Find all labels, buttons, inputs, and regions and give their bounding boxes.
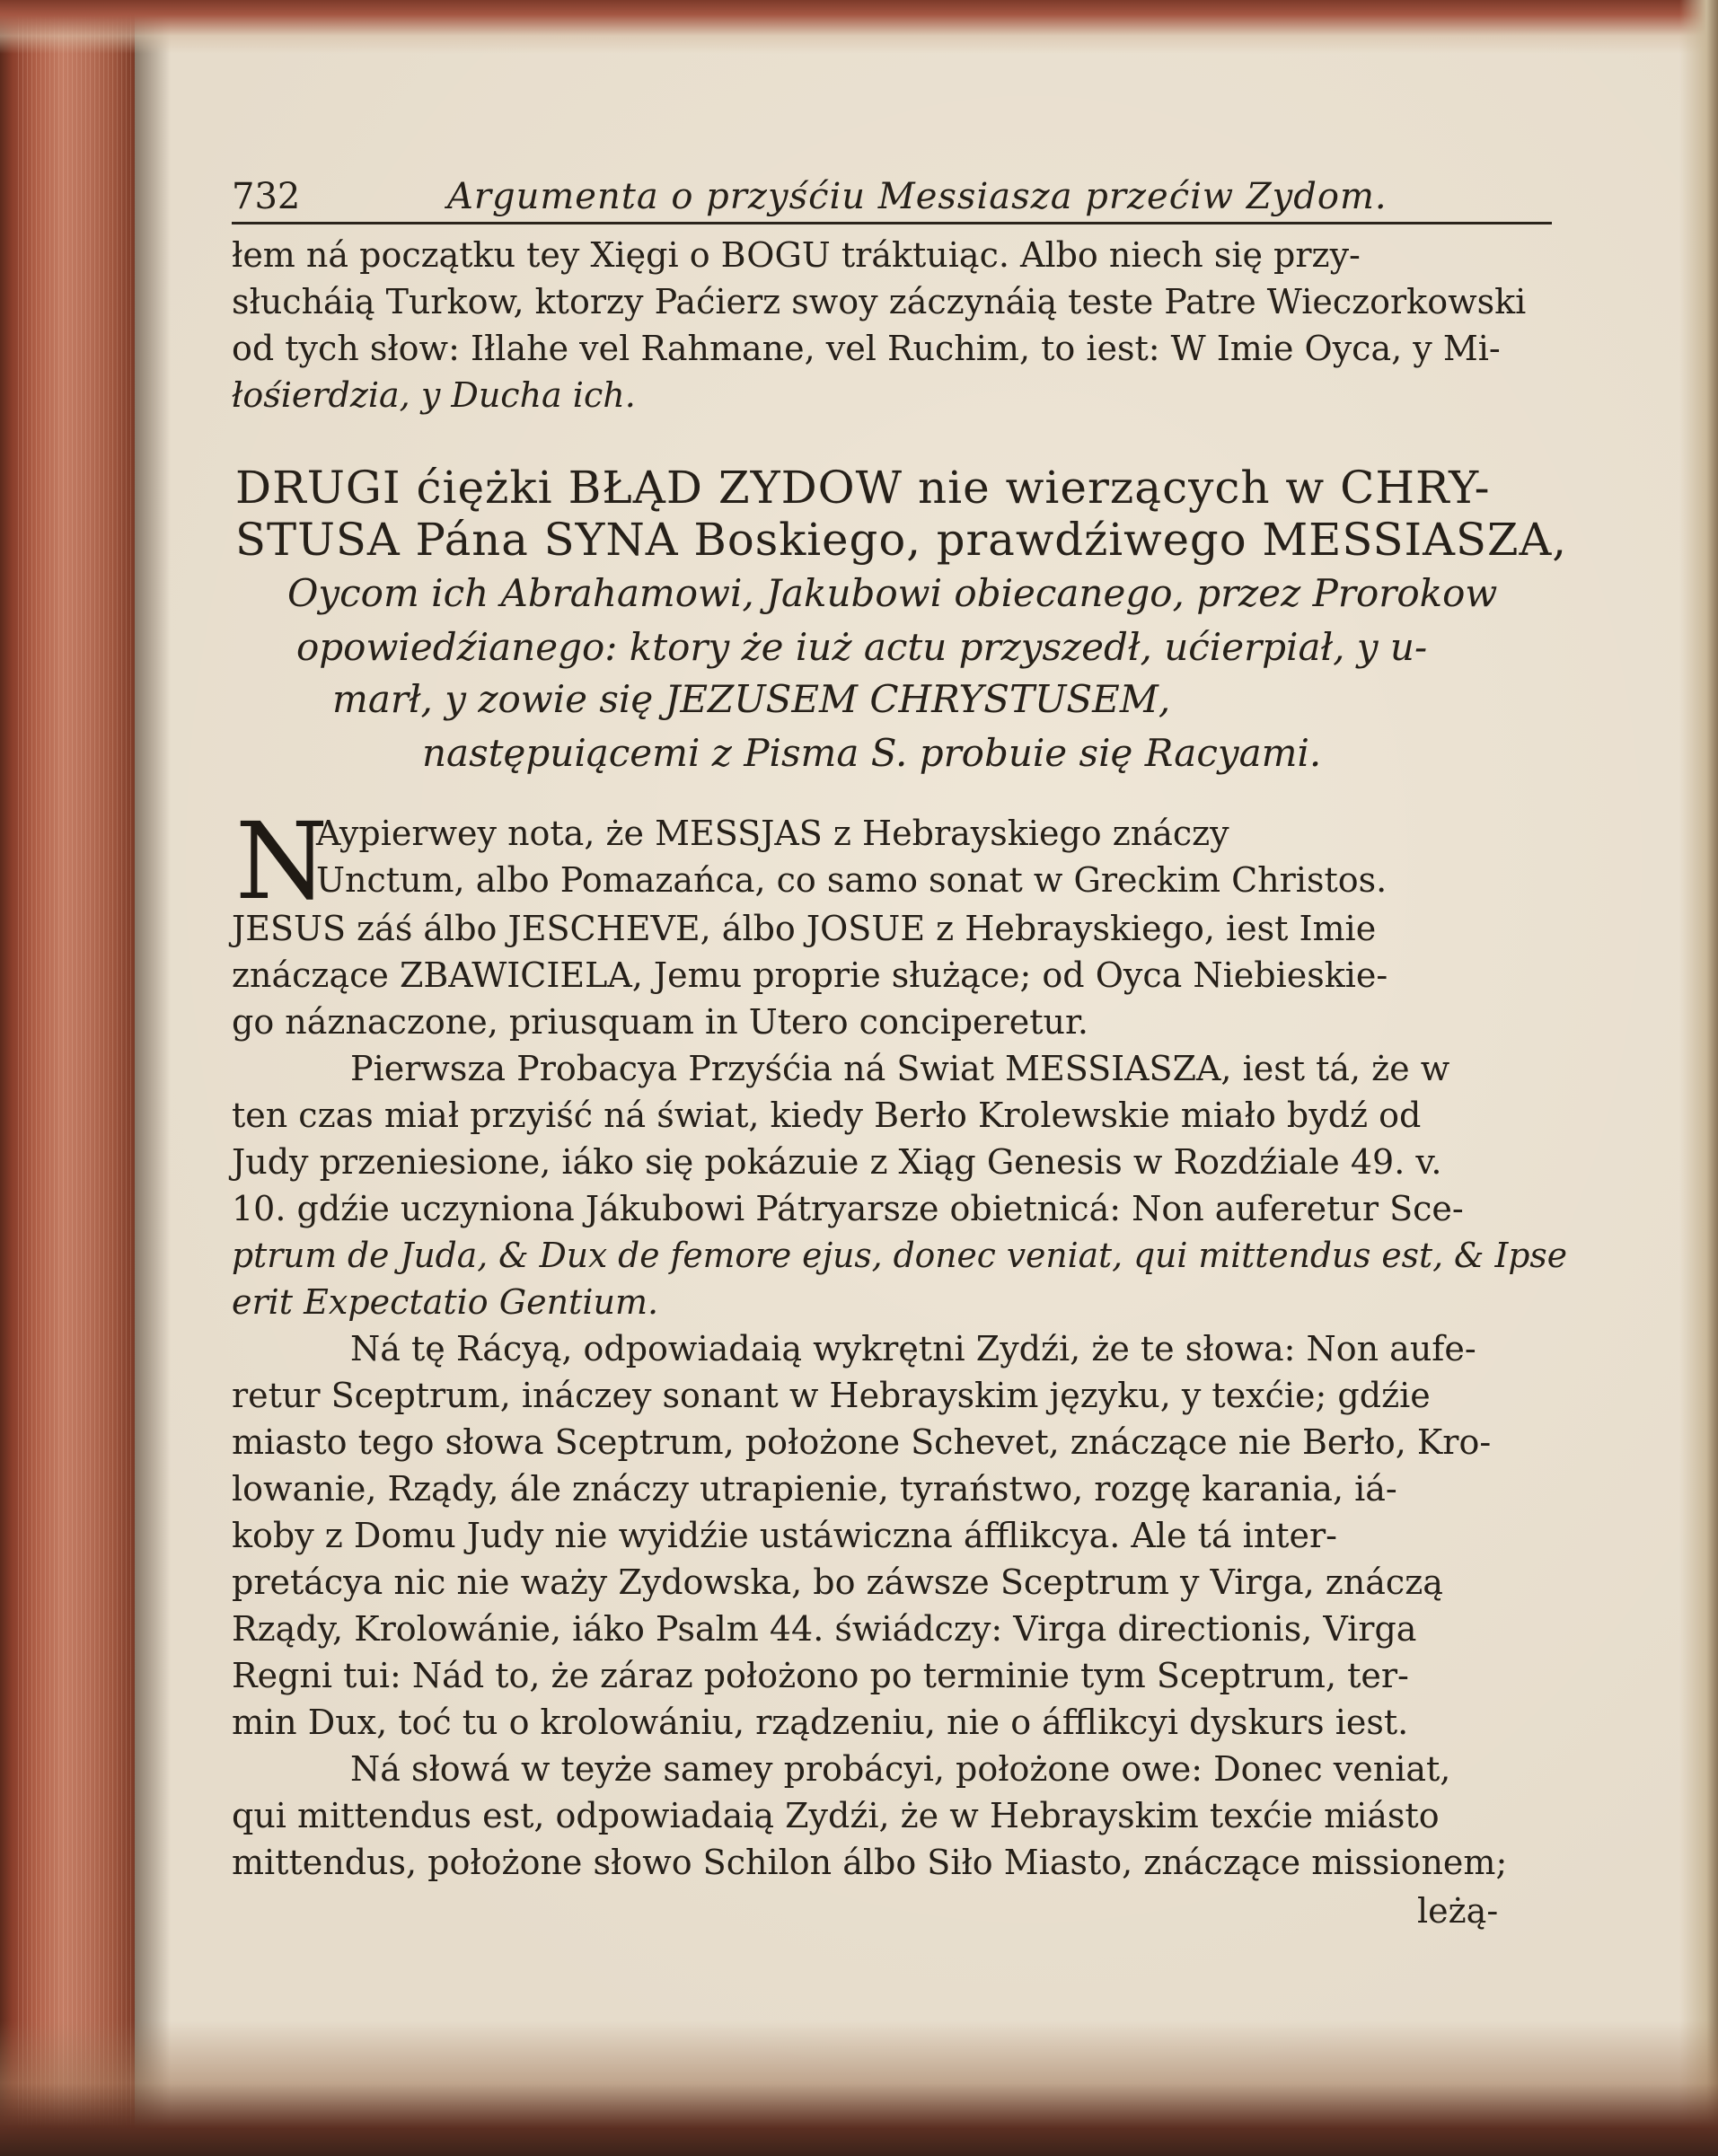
text-line: erit Expectatio Gentium. xyxy=(232,1282,659,1322)
fore-edge-texture xyxy=(18,0,135,2156)
text-line: pretácya nic nie waży Zydowska, bo záwsze Sceptrum y Virga, znáczą xyxy=(232,1562,1443,1602)
text-line: qui mittendus est, odpowiadaią Zydźi, że w Hebrayskim texćie miásto xyxy=(232,1796,1440,1835)
text-line: ptrum de Juda, & Dux de femore ejus, donec veniat, qui mittendus est, & Ipse xyxy=(232,1236,1568,1275)
text-line: ten czas miał przyiść ná świat, kiedy Berło Krolewskie miało bydź od xyxy=(232,1096,1422,1135)
text-line: Judy przeniesione, iáko się pokázuie z Xiąg Genesis w Rozdźiale 49. v. xyxy=(232,1142,1442,1182)
text-line: od tych słow: Iłlahe vel Rahmane, vel Ruchim, to iest: W Imie Oyca, y Mi- xyxy=(232,329,1501,368)
text-line: miasto tego słowa Sceptrum, położone Schevet, znáczące nie Berło, Kro- xyxy=(232,1422,1492,1462)
text-line: go náznaczone, priusquam in Utero conciperetur. xyxy=(232,1002,1089,1042)
text-line: Rządy, Krolowánie, iáko Psalm 44. świádczy: Virga directionis, Virga xyxy=(232,1609,1417,1649)
title-line: Oycom ich Abrahamowi, Jakubowi obiecanego, przez Prorokow xyxy=(287,571,1498,615)
right-edge xyxy=(1679,0,1718,2156)
title-line: STUSA Pána SYNA Boskiego, prawdźiwego MESSIASZA, xyxy=(235,514,1568,566)
running-title: Argumenta o przyśćiu Messiasza przećiw Zydom. xyxy=(447,176,1388,217)
text-line: retur Sceptrum, ináczey sonant w Hebrayskim języku, y texćie; gdźie xyxy=(232,1376,1431,1415)
bottom-edge xyxy=(0,2020,1718,2156)
text-line: mittendus, położone słowo Schilon álbo Siło Miasto, znáczące missionem; xyxy=(232,1843,1508,1882)
text-line: znáczące ZBAWICIELA, Jemu proprie służące; od Oyca Niebieskie- xyxy=(232,955,1388,995)
drop-cap: N xyxy=(235,799,329,923)
text-line: słucháią Turkow, ktorzy Paćierz swoy záczynáią teste Patre Wieczorkowski xyxy=(232,282,1527,321)
text-line: łem ná początku tey Xięgi o BOGU tráktuiąc. Albo niech się przy- xyxy=(232,235,1361,275)
text-line: JESUS záś álbo JESCHEVE, álbo JOSUE z Hebrayskiego, iest Imie xyxy=(232,909,1377,948)
title-line: marł, y zowie się JEZUSEM CHRYSTUSEM, xyxy=(332,677,1171,721)
header-rule xyxy=(232,222,1552,224)
text-line: Ná tę Rácyą, odpowiadaią wykrętni Zydźi, że te słowa: Non aufe- xyxy=(350,1329,1476,1368)
title-line: następuiącemi z Pisma S. probuie się Racyami. xyxy=(422,731,1322,775)
text-line: Unctum, albo Pomazańca, co samo sonat w Greckim Christos. xyxy=(316,860,1388,900)
text-line: łośierdzia, y Ducha ich. xyxy=(232,375,636,415)
text-line: Pierwsza Probacya Przyśćia ná Swiat MESSIASZA, iest tá, że w xyxy=(350,1049,1450,1088)
text-line: Regni tui: Nád to, że záraz położono po terminie tym Sceptrum, ter- xyxy=(232,1656,1409,1695)
page-number: 732 xyxy=(232,176,301,217)
text-line: Ná słowá w teyże samey probácyi, położone owe: Donec veniat, xyxy=(350,1749,1451,1789)
title-line: DRUGI ćiężki BŁĄD ZYDOW nie wierzących w CHRY- xyxy=(235,462,1491,514)
title-line: opowiedźianego: ktory że iuż actu przyszedł, ućierpiał, y u- xyxy=(296,625,1428,669)
text-line: koby z Domu Judy nie wyidźie ustáwiczna áfflikcya. Ale tá inter- xyxy=(232,1516,1337,1555)
text-line: min Dux, toć tu o krolowániu, rządzeniu, nie o áfflikcyi dyskurs iest. xyxy=(232,1703,1409,1742)
text-line: 10. gdźie uczyniona Jákubowi Pátryarsze obietnicá: Non auferetur Sce- xyxy=(232,1189,1464,1228)
text-line: Aypierwey nota, że MESSJAS z Hebrayskiego znáczy xyxy=(316,814,1229,853)
text-line: lowanie, Rządy, ále znáczy utrapienie, tyraństwo, rozgę karania, iá- xyxy=(232,1469,1397,1509)
gutter-shadow xyxy=(135,0,171,2156)
catchword: leżą- xyxy=(1417,1891,1499,1931)
top-edge xyxy=(0,0,1718,54)
